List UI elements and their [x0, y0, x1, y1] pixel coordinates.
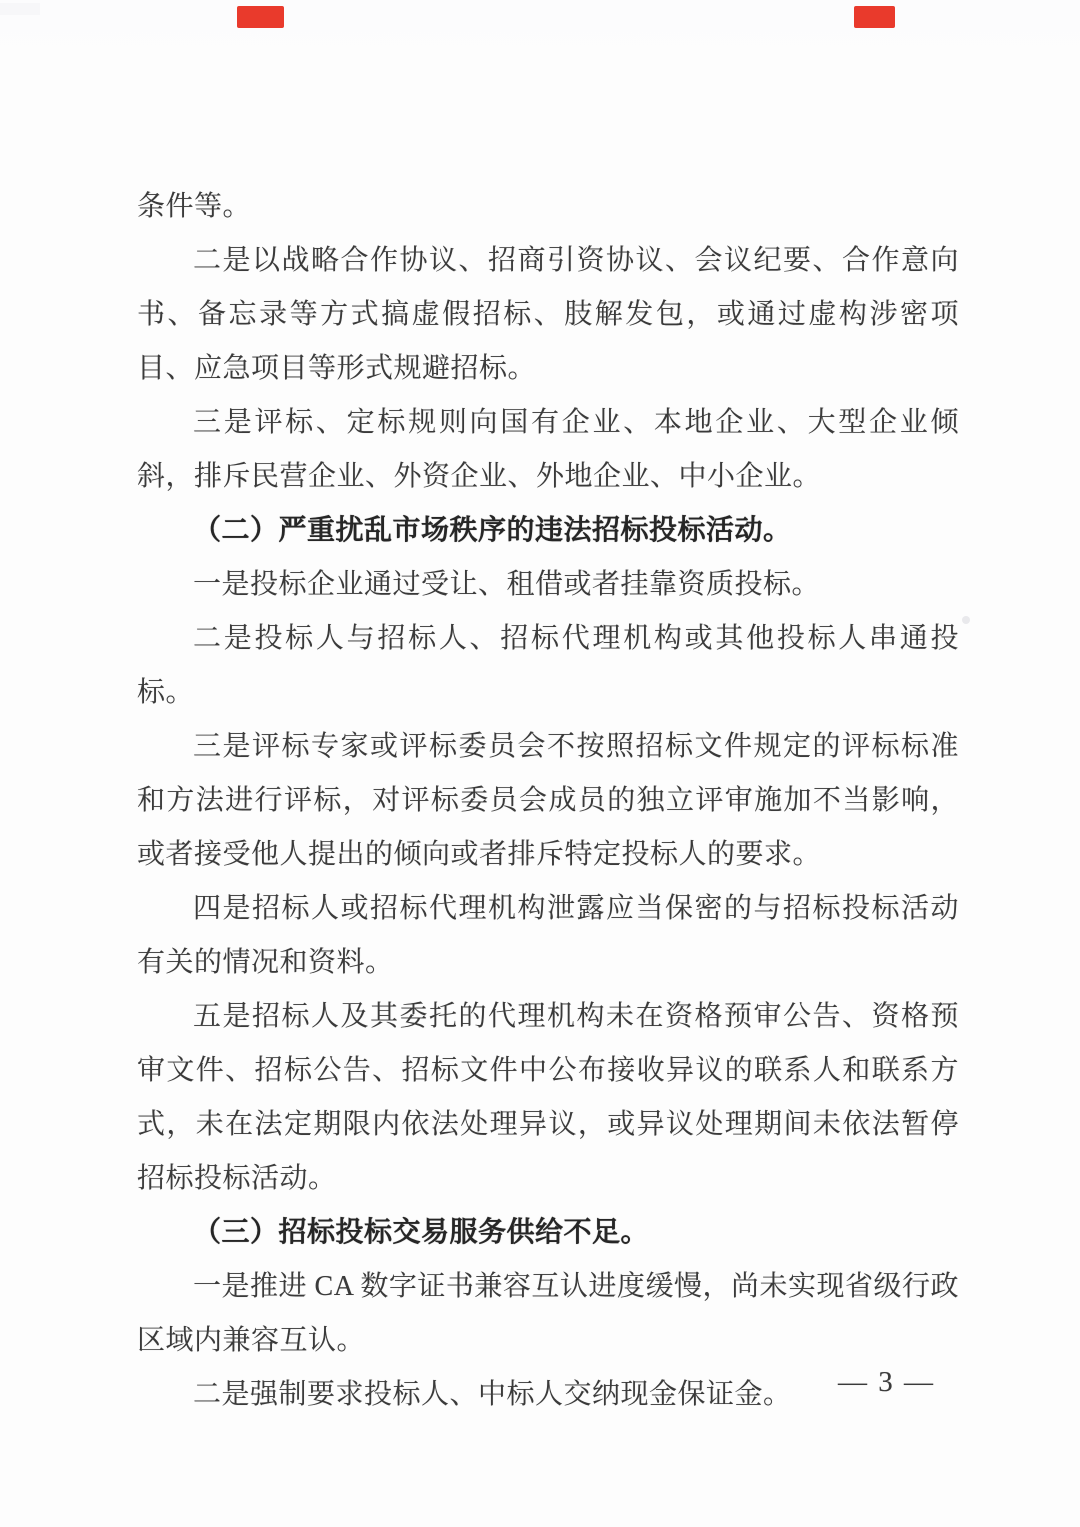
red-highlight-mark-right — [854, 6, 895, 28]
paragraph: 二是以战略合作协议、招商引资协议、会议纪要、合作意向书、备忘录等方式搞虚假招标、肢解发包，或通过虚构涉密项目、应急项目等形式规避招标。 — [137, 245, 959, 384]
red-highlight-mark-left — [237, 6, 284, 28]
scan-speck-artifact — [962, 616, 970, 624]
section-heading-2: （二）严重扰乱市场秩序的违法招标投标活动。 — [193, 515, 792, 546]
document-body — [137, 180, 959, 1422]
paragraph: 四是招标人或招标代理机构泄露应当保密的与招标投标活动有关的情况和资料。 — [137, 893, 959, 978]
paragraph: 五是招标人及其委托的代理机构未在资格预审公告、资格预审文件、招标公告、招标文件中公布接收异议的联系人和联系方式，未在法定期限内依法处理异议，或异议处理期间未依法暂停招标投标活动。 — [137, 1001, 959, 1194]
paragraph: 一是推进 CA 数字证书兼容互认进度缓慢，尚未实现省级行政区域内兼容互认。 — [137, 1271, 959, 1356]
paragraph: 三是评标、定标规则向国有企业、本地企业、大型企业倾斜，排斥民营企业、外资企业、外地企业、中小企业。 — [137, 407, 959, 492]
paragraph: 三是评标专家或评标委员会不按照招标文件规定的评标标准和方法进行评标，对评标委员会成员的独立评审施加不当影响，或者接受他人提出的倾向或者排斥特定投标人的要求。 — [137, 731, 959, 870]
paragraph-continuation: 条件等。 — [137, 191, 252, 222]
paragraph: 一是投标企业通过受让、租借或者挂靠资质投标。 — [193, 569, 821, 600]
paragraph: 二是强制要求投标人、中标人交纳现金保证金。 — [193, 1379, 792, 1410]
scan-edge-artifact — [0, 3, 40, 15]
page-number: — 3 — — [838, 1366, 935, 1398]
paragraph: 二是投标人与招标人、招标代理机构或其他投标人串通投标。 — [137, 623, 959, 708]
section-heading-3: （三）招标投标交易服务供给不足。 — [193, 1217, 650, 1248]
